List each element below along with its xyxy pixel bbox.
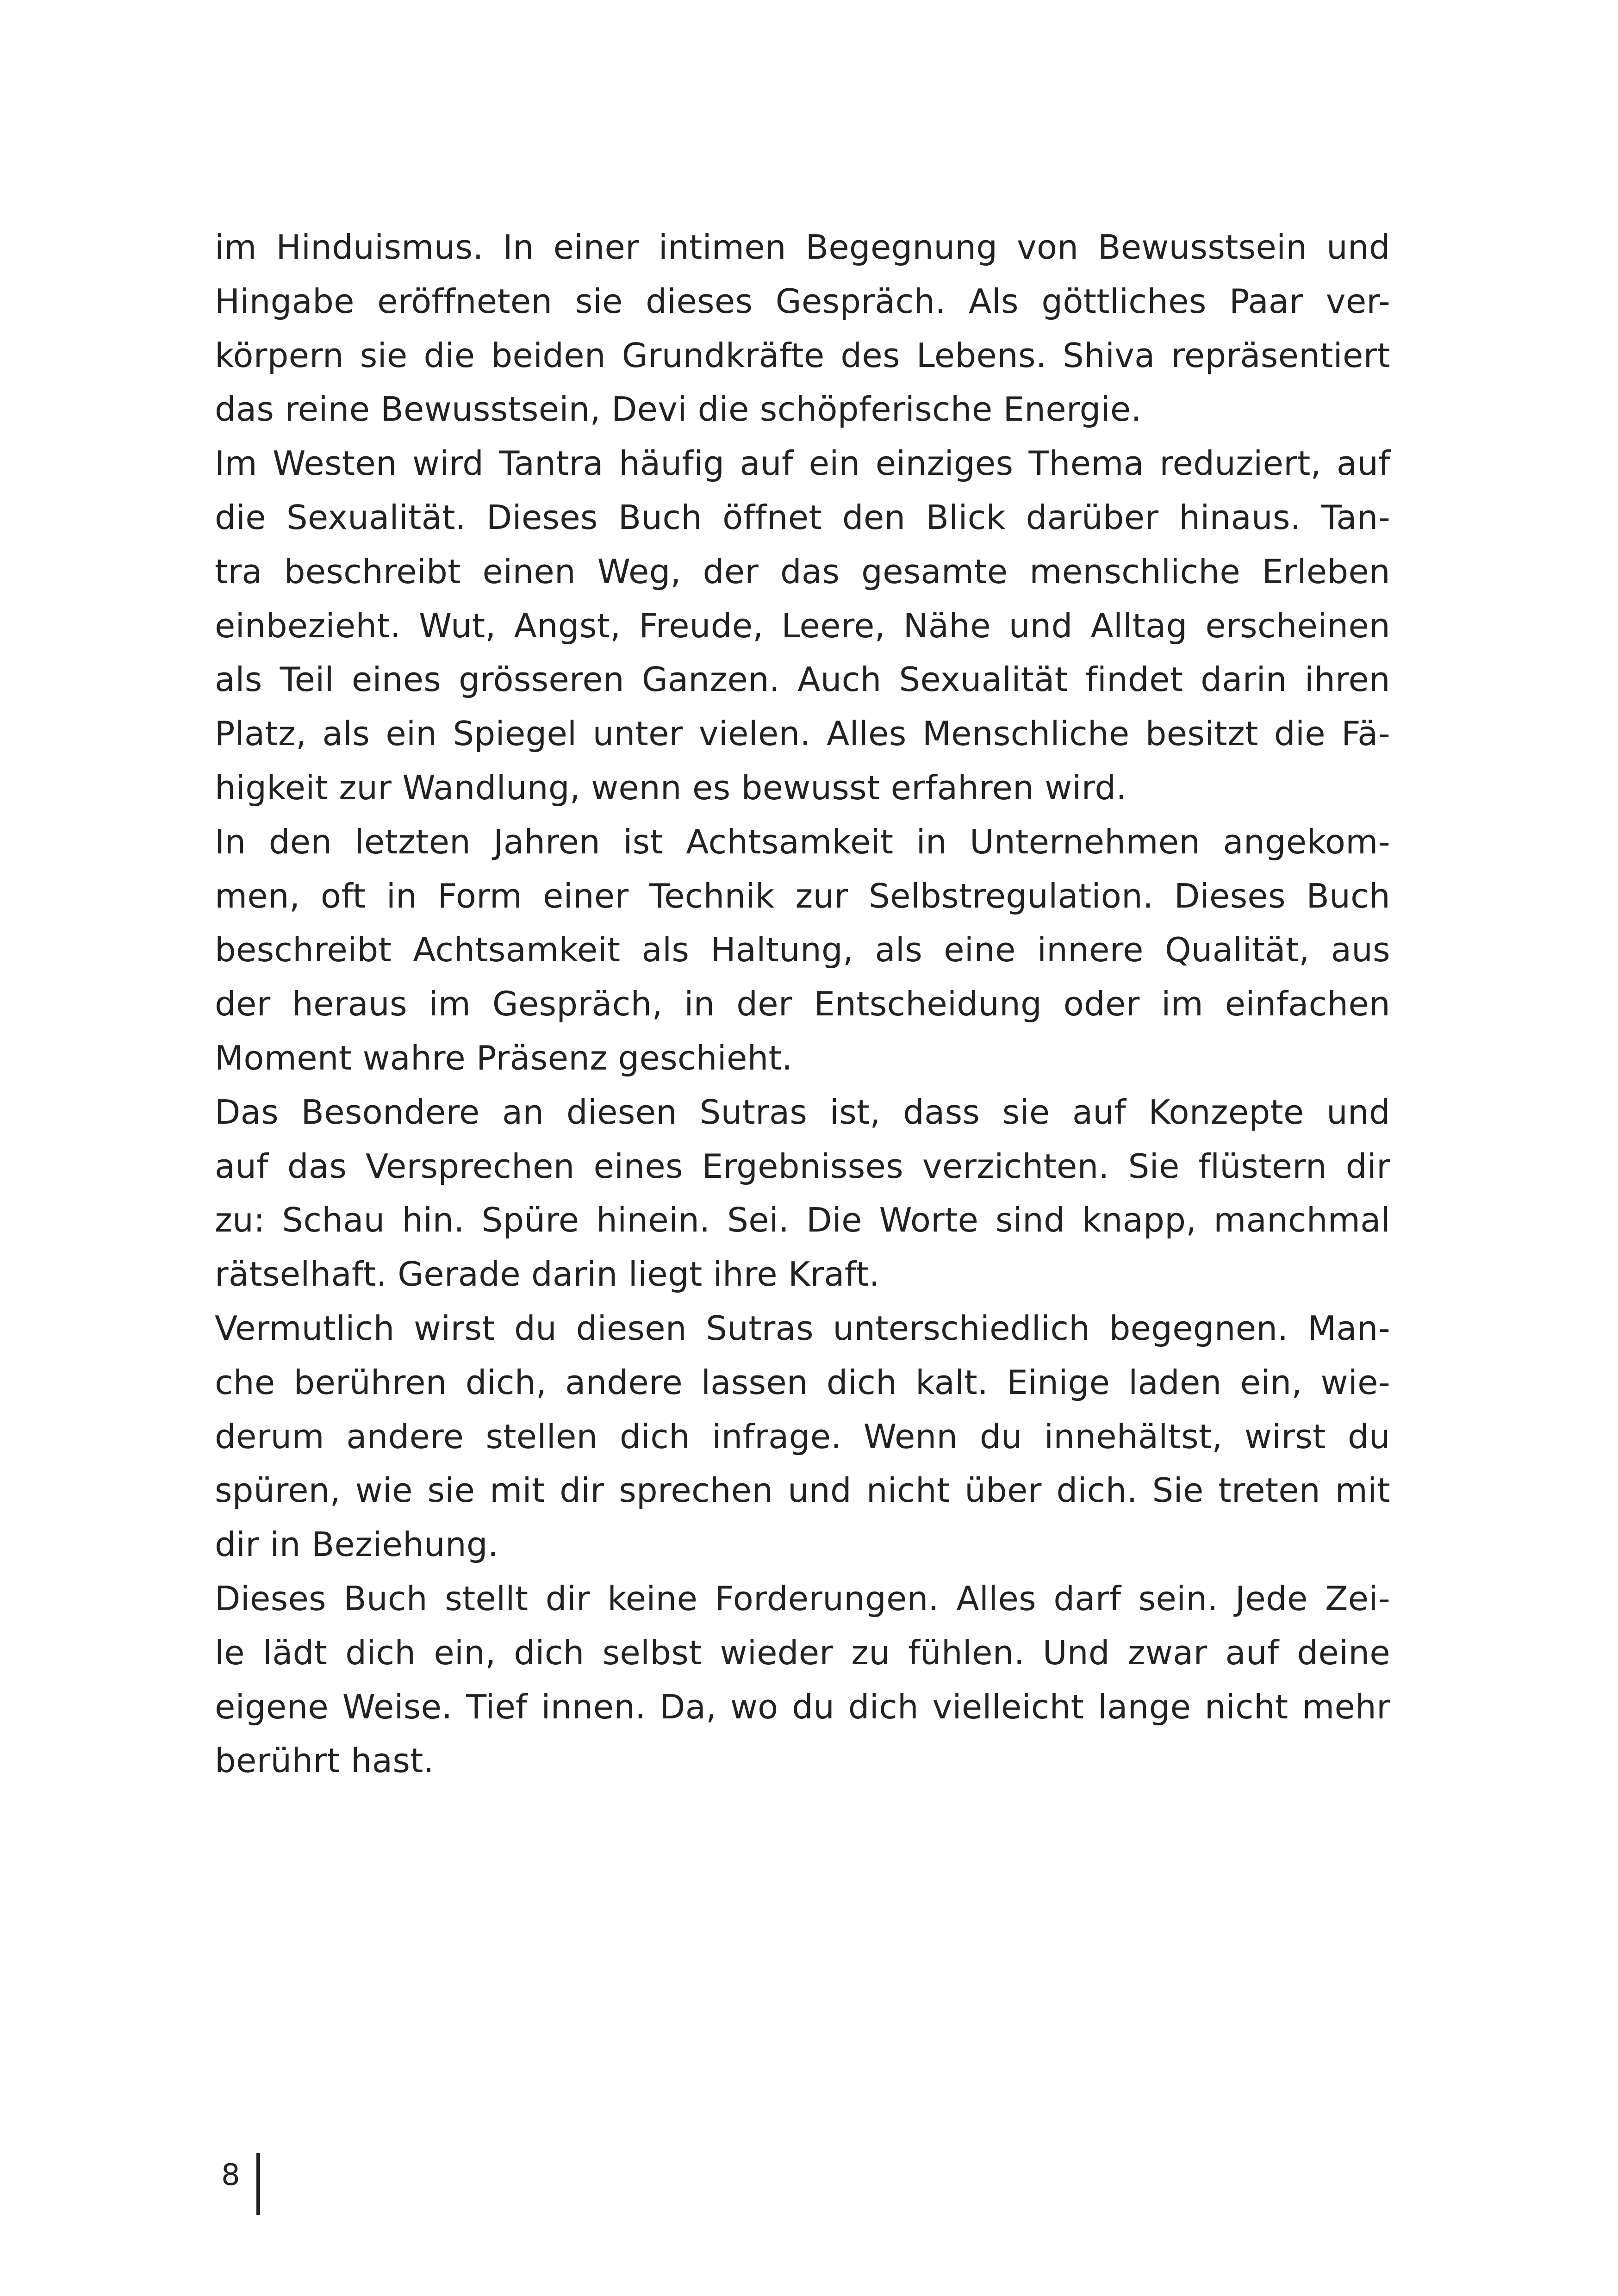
text-line: spüren, wie sie mit dir sprechen und nicht über dich. Sie treten mit (215, 1471, 1390, 1510)
text-line: der heraus im Gespräch, in der Entscheidung oder im einfachen (215, 984, 1390, 1024)
text-line: berührt hast. (215, 1741, 434, 1780)
paragraph (215, 1301, 1390, 1572)
text-line: derum andere stellen dich infrage. Wenn du innehältst, wirst du (215, 1417, 1390, 1456)
paragraph (215, 815, 1390, 1085)
paragraph (215, 1572, 1390, 1788)
text-line: Im Westen wird Tantra häufig auf ein einziges Thema reduziert, auf (215, 444, 1390, 483)
text-line: tra beschreibt einen Weg, der das gesamte menschliche Erleben (215, 552, 1390, 591)
text-line: eigene Weise. Tief innen. Da, wo du dich vielleicht lange nicht mehr (215, 1687, 1390, 1726)
body-text (215, 220, 1390, 1788)
text-line: che berühren dich, andere lassen dich kalt. Einige laden ein, wie- (215, 1363, 1390, 1402)
text-line: le lädt dich ein, dich selbst wieder zu fühlen. Und zwar auf deine (215, 1633, 1390, 1672)
text-line: Vermutlich wirst du diesen Sutras unterschiedlich begegnen. Man- (215, 1308, 1390, 1348)
text-line: einbezieht. Wut, Angst, Freude, Leere, Nähe und Alltag erscheinen (215, 606, 1390, 645)
text-line: die Sexualität. Dieses Buch öffnet den Blick darüber hinaus. Tan- (215, 498, 1390, 537)
text-line: zu: Schau hin. Spüre hinein. Sei. Die Worte sind knapp, manchmal (215, 1201, 1390, 1240)
page-number-rule (256, 2153, 260, 2215)
text-line: In den letzten Jahren ist Achtsamkeit in Unternehmen angekom- (215, 822, 1390, 861)
paragraph (215, 436, 1390, 815)
text-line: men, oft in Form einer Technik zur Selbstregulation. Dieses Buch (215, 876, 1390, 915)
text-line: higkeit zur Wandlung, wenn es bewusst erfahren wird. (215, 768, 1127, 807)
text-line: rätselhaft. Gerade darin liegt ihre Kraft. (215, 1255, 880, 1294)
text-line: Platz, als ein Spiegel unter vielen. Alles Menschliche besitzt die Fä- (215, 714, 1390, 753)
text-line: als Teil eines grösseren Ganzen. Auch Sexualität findet darin ihren (215, 660, 1390, 699)
paragraph (215, 220, 1390, 436)
text-line: das reine Bewusstsein, Devi die schöpferische Energie. (215, 390, 1142, 429)
text-line: Das Besondere an diesen Sutras ist, dass sie auf Konzepte und (215, 1092, 1390, 1132)
text-line: im Hinduismus. In einer intimen Begegnung von Bewusstsein und (215, 228, 1390, 267)
paragraph (215, 1085, 1390, 1301)
text-line: Dieses Buch stellt dir keine Forderungen. Alles darf sein. Jede Zei- (215, 1579, 1390, 1618)
text-line: Hingabe eröffneten sie dieses Gespräch. Als göttliches Paar ver- (215, 281, 1390, 321)
text-line: beschreibt Achtsamkeit als Haltung, als eine innere Qualität, aus (215, 930, 1390, 970)
text-line: körpern sie die beiden Grundkräfte des Lebens. Shiva repräsentiert (215, 336, 1390, 375)
text-line: Moment wahre Präsenz geschieht. (215, 1038, 793, 1077)
page-number: 8 (221, 2158, 240, 2192)
text-line: dir in Beziehung. (215, 1525, 499, 1564)
text-line: auf das Versprechen eines Ergebnisses verzichten. Sie flüstern dir (215, 1146, 1390, 1186)
